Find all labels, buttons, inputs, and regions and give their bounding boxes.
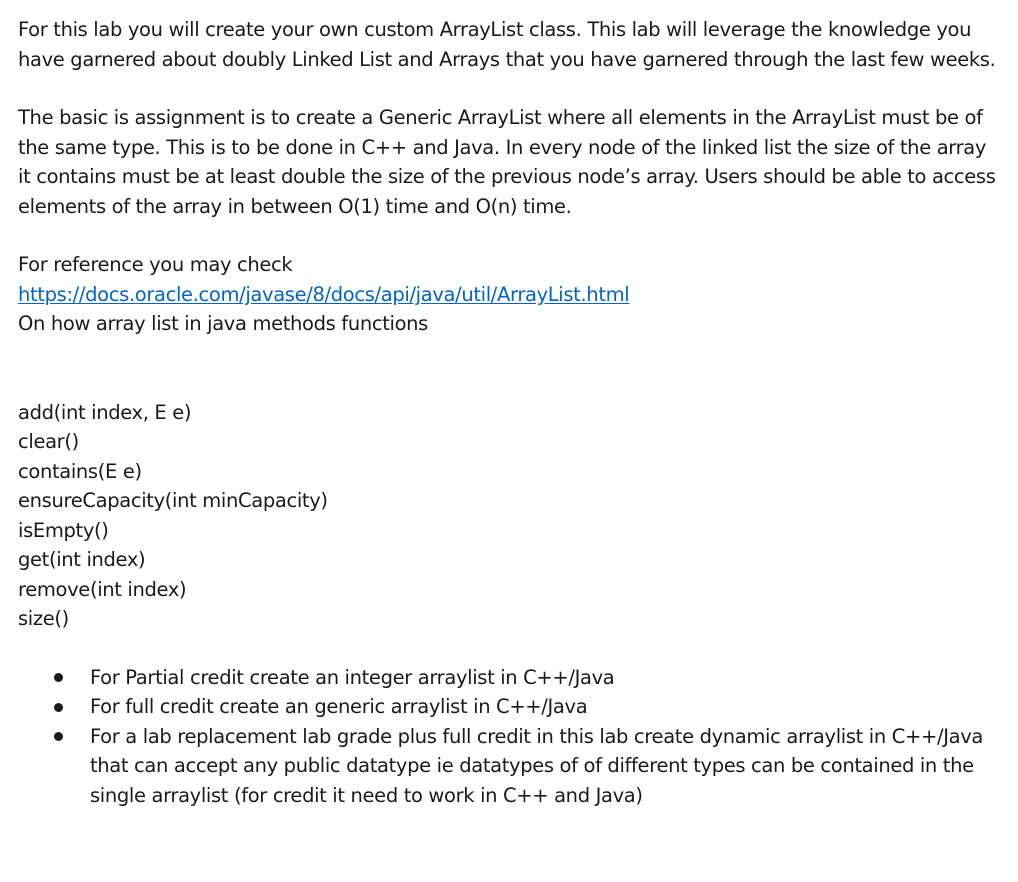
bullet-icon [54, 703, 63, 712]
bullet-text: For full credit create an generic arraylist in C++/Java [90, 695, 588, 718]
method-item: isEmpty() [18, 518, 109, 542]
arraylist-docs-link[interactable]: https://docs.oracle.com/javase/8/docs/api/java/util/ArrayList.html [18, 282, 630, 306]
method-item: ensureCapacity(int minCapacity) [18, 489, 328, 512]
bullet-item [18, 692, 1003, 722]
method-item: size() [18, 607, 69, 630]
assignment-paragraph: The basic is assignment is to create a Generic ArrayList where all elements in the ArrayList must be of the same type. This is to be done in C++ and Java. In every node of the linked list the size of the array it contains must be at least double the size of the previous node’s array. Users should be able to access elements of the array in between O(1) time and O(n) time. [18, 106, 996, 218]
method-item: add(int index, E e) [18, 400, 192, 424]
reference-block [18, 250, 1003, 339]
method-item: remove(int index) [18, 577, 187, 601]
bullet-icon [54, 673, 63, 682]
paragraph-spacer [18, 339, 1003, 398]
bullet-icon [54, 732, 63, 741]
method-item: get(int index) [18, 548, 146, 571]
method-item: clear() [18, 430, 79, 453]
paragraph-spacer [18, 74, 1003, 103]
reference-lead: For reference you may check [18, 253, 293, 276]
paragraph-spacer [18, 221, 1003, 250]
paragraph-spacer [18, 634, 1003, 663]
bullet-text: For a lab replacement lab grade plus full credit in this lab create dynamic arraylist in C++/Java that can accept any public datatype ie datatypes of of different types can be contained in the single arraylist (for credit it need to work in C++ and Java) [90, 724, 983, 807]
bullet-text: For Partial credit create an integer arraylist in C++/Java [90, 665, 615, 689]
document-body [18, 15, 1003, 810]
method-list [18, 398, 1003, 634]
reference-trail: On how array list in java methods functions [18, 312, 428, 335]
intro-paragraph: For this lab you will create your own custom ArrayList class. This lab will leverage the knowledge you have garnered about doubly Linked List and Arrays that you have garnered through the last few weeks. [18, 18, 996, 71]
bullet-item [18, 663, 1003, 693]
credit-bullet-list [18, 663, 1003, 811]
bullet-item [18, 722, 1003, 811]
method-item: contains(E e) [18, 459, 142, 483]
